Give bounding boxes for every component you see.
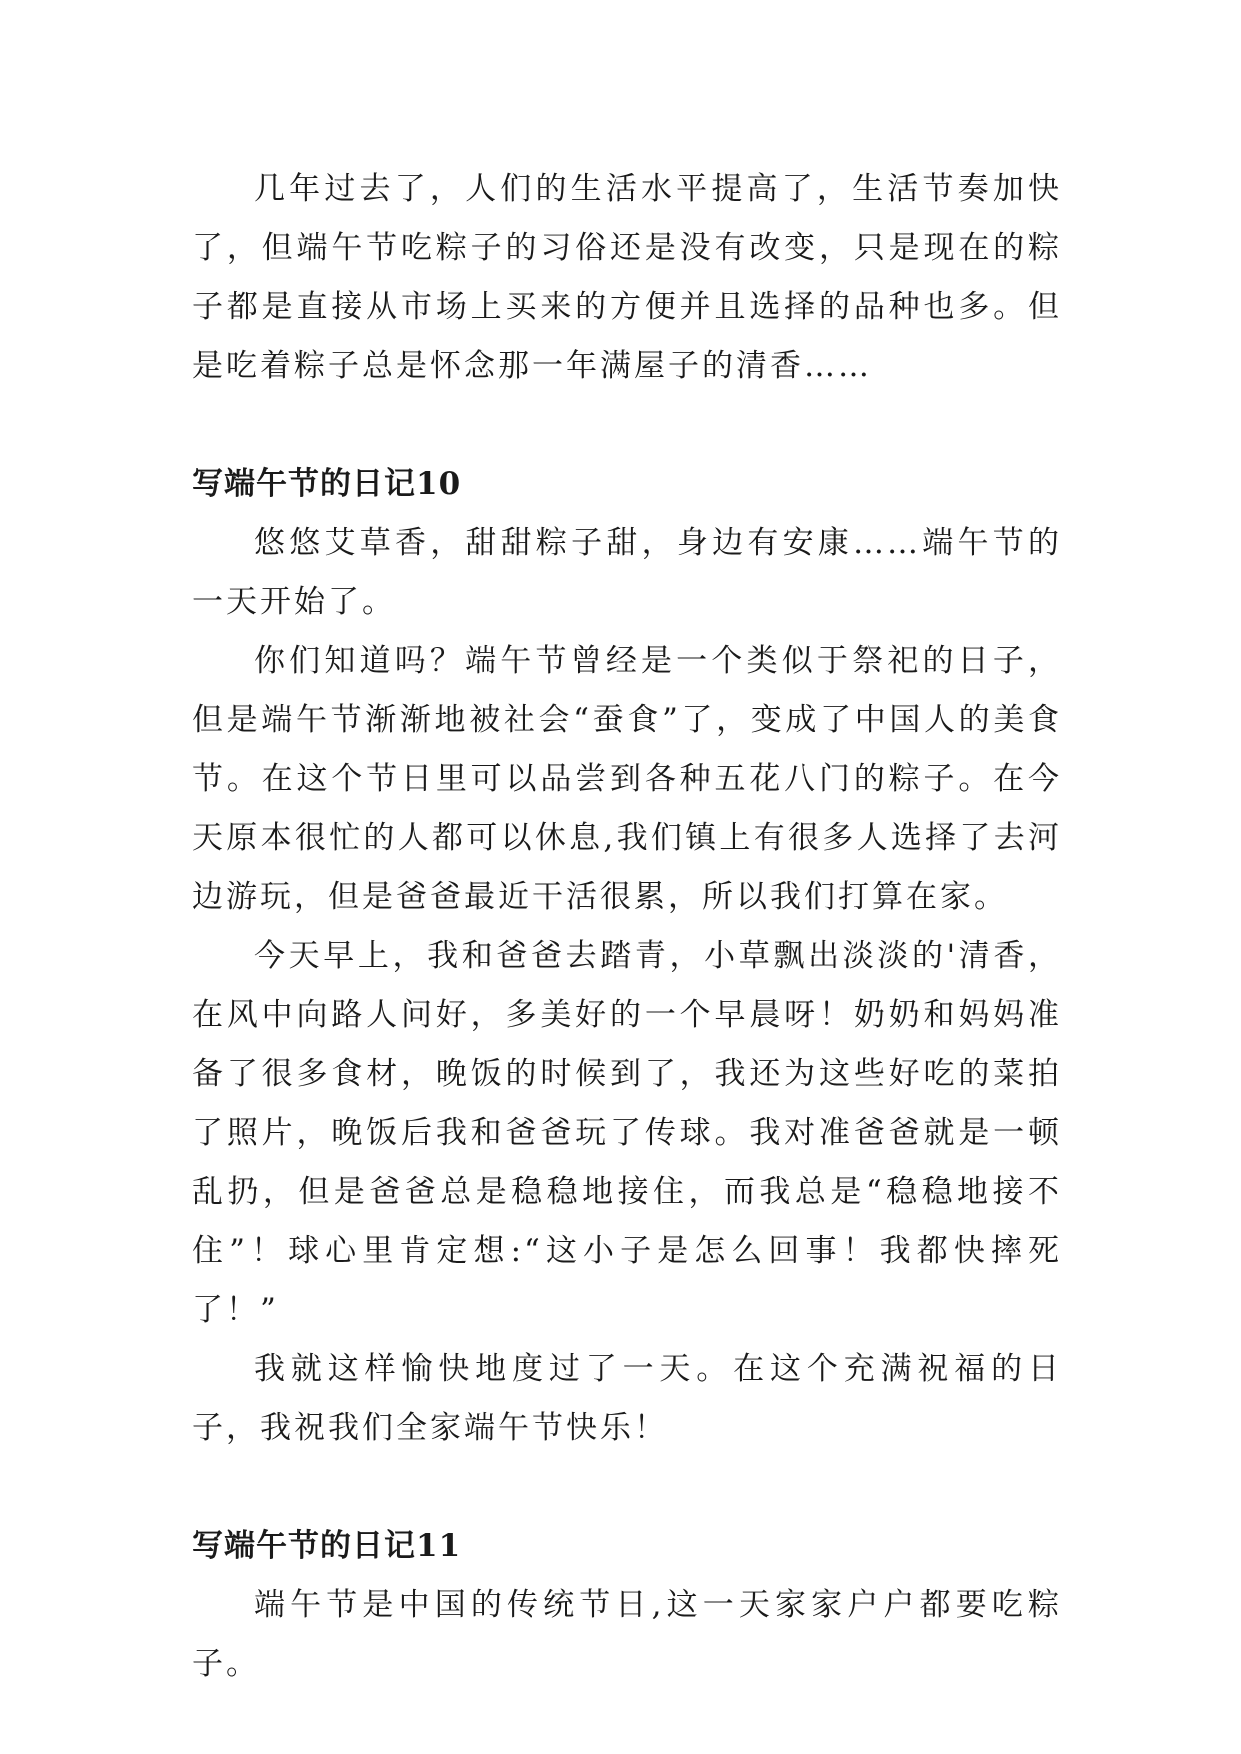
entry-10-paragraph-3: 今天早上，我和爸爸去踏青，小草飘出淡淡的'清香，在风中向路人问好，多美好的一个早晨呀！奶奶和妈妈准备了很多食材，晚饭的时候到了，我还为这些好吃的菜拍了照片，晚饭后我和爸爸玩了传球。我对准爸爸就是一顿乱扔，但是爸爸总是稳稳地接住，而我总是“稳稳地接不住”！球心里肯定想:“这小子是怎么回事！我都快摔死了！” <box>192 938 1062 1328</box>
entry-11-paragraph-1: 端午节是中国的传统节日,这一天家家户户都要吃粽子。 <box>192 1587 1062 1682</box>
entry-10-heading: 写端午节的日记10 <box>192 466 462 502</box>
entry-10-paragraph-1: 悠悠艾草香，甜甜粽子甜，身边有安康……端午节的一天开始了。 <box>192 525 1062 620</box>
document-page <box>192 160 1062 1694</box>
entry-10-paragraph-4: 我就这样愉快地度过了一天。在这个充满祝福的日子，我祝我们全家端午节快乐！ <box>192 1351 1062 1446</box>
entry-10-paragraph-2: 你们知道吗？端午节曾经是一个类似于祭祀的日子，但是端午节渐渐地被社会“蚕食”了，变成了中国人的美食节。在这个节日里可以品尝到各种五花八门的粽子。在今天原本很忙的人都可以休息,我们镇上有很多人选择了去河边游玩，但是爸爸最近干活很累，所以我们打算在家。 <box>192 643 1062 915</box>
intro-paragraph: 几年过去了，人们的生活水平提高了，生活节奏加快了，但端午节吃粽子的习俗还是没有改变，只是现在的粽子都是直接从市场上买来的方便并且选择的品种也多。但是吃着粽子总是怀念那一年满屋子的清香…… <box>192 171 1062 384</box>
entry-11-heading: 写端午节的日记11 <box>192 1528 462 1564</box>
